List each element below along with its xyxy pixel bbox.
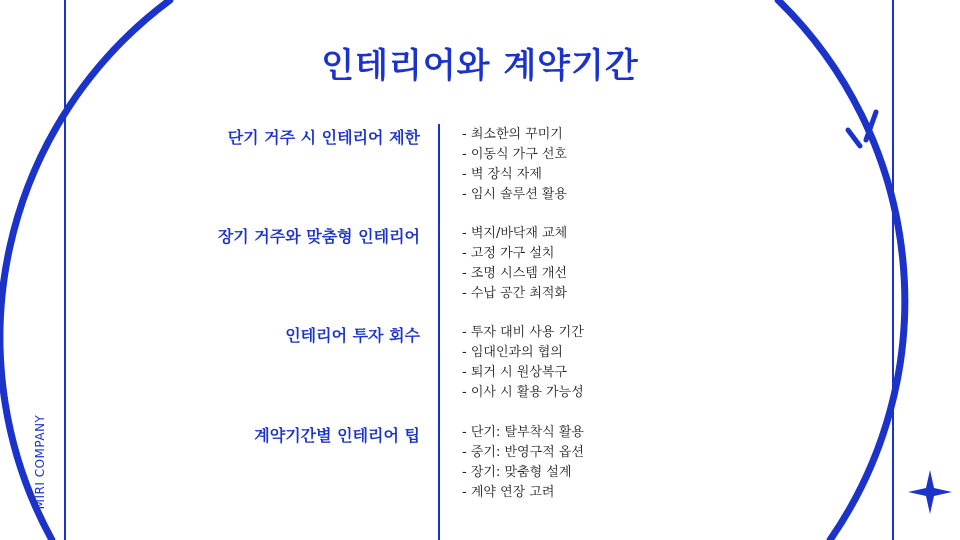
list-item: - 계약 연장 고려 bbox=[462, 485, 555, 500]
page-title: 인테리어와 계약기간 bbox=[321, 46, 639, 86]
bullet-list bbox=[462, 224, 567, 304]
bullet-list bbox=[462, 323, 584, 403]
bullet-list bbox=[462, 125, 567, 205]
list-item: - 임시 솔루션 활용 bbox=[462, 187, 567, 202]
list-item: - 이사 시 활용 가능성 bbox=[462, 385, 584, 400]
list-item: - 임대인과의 협의 bbox=[462, 345, 563, 360]
section-heading: 계약기간별 인테리어 팁 bbox=[254, 426, 420, 445]
list-item: - 중기: 반영구적 옵션 bbox=[462, 445, 584, 460]
list-item: - 조명 시스템 개선 bbox=[462, 266, 567, 281]
brand-name: MIRI COMPANY bbox=[33, 414, 47, 510]
list-item: - 최소한의 꾸미기 bbox=[462, 127, 563, 142]
center-divider bbox=[438, 124, 440, 540]
section-heading: 장기 거주와 맞춤형 인테리어 bbox=[217, 227, 420, 246]
list-item: - 단기: 탈부착식 활용 bbox=[462, 425, 584, 440]
list-item: - 벽지/바닥재 교체 bbox=[462, 226, 568, 241]
list-item: - 장기: 맞춤형 설계 bbox=[462, 465, 572, 480]
list-item: - 이동식 가구 선호 bbox=[462, 147, 567, 162]
section-heading: 인테리어 투자 회수 bbox=[285, 326, 420, 345]
list-item: - 벽 장식 자제 bbox=[462, 167, 542, 182]
list-item: - 수납 공간 최적화 bbox=[462, 286, 567, 301]
bullet-list bbox=[462, 423, 584, 503]
section-heading: 단기 거주 시 인테리어 제한 bbox=[227, 128, 420, 147]
four-point-star-icon bbox=[908, 470, 952, 514]
list-item: - 퇴거 시 원상복구 bbox=[462, 365, 567, 380]
list-item: - 투자 대비 사용 기간 bbox=[462, 325, 584, 340]
list-item: - 고정 가구 설치 bbox=[462, 246, 555, 261]
